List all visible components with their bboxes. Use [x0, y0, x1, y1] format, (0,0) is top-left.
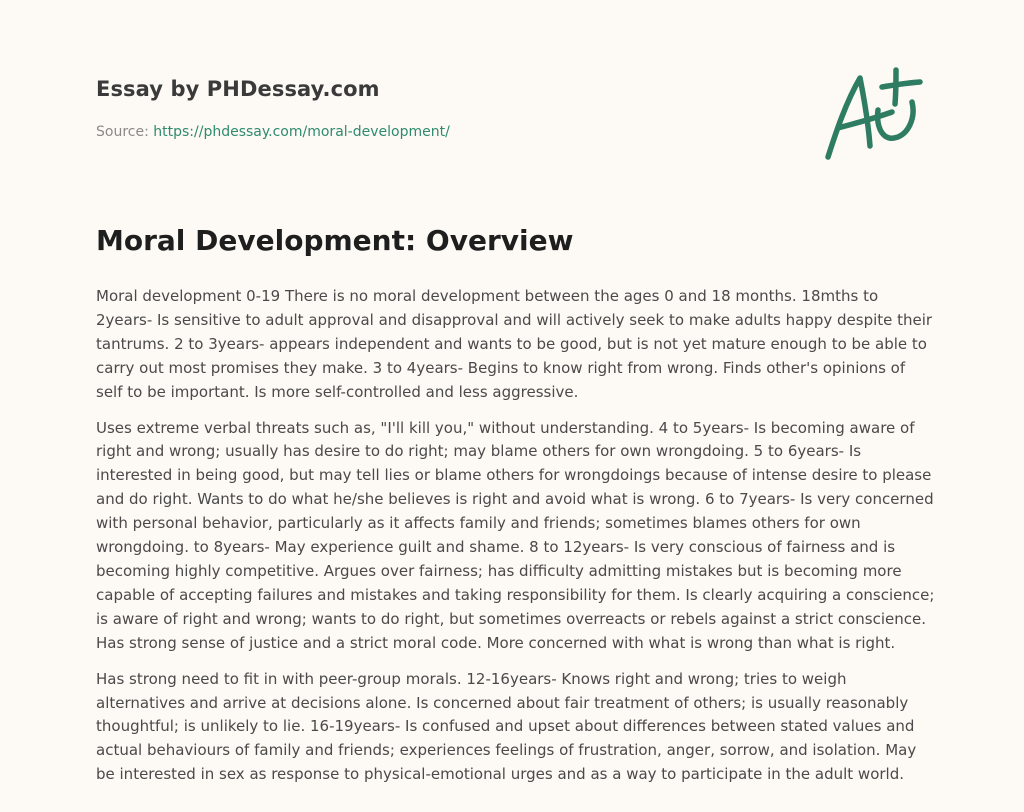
paragraph: Moral development 0-19 There is no moral development between the ages 0 and 18 months. 18mths to 2years- Is sensitive to adult approval and disapproval and will actively seek to make adults happy despite their tantrums. 2 to 3years- appears independent and wants to be good, but is not yet mature enough to be able to carry out most promises they make. 3 to 4years- Begins to know right from wrong. Finds other's opinions of self to be important. Is more self-controlled and less aggressive. [96, 287, 933, 401]
source-label: Source: [96, 124, 149, 140]
paragraph: Uses extreme verbal threats such as, "I'll kill you," without understanding. 4 to 5years- Is becoming aware of right and wrong; usually has desire to do right; may blame others for own wrongdoing. 5 to 6years- Is interested in being good, but may tell lies or blame others for wrongdoings because of intense desire to please and do right. Wants to do what he/she believes is right and avoid what is wrong. 6 to 7years- Is very concerned with personal behavior, particularly as it affects family and friends; sometimes blames others for own wrongdoing. to 8years- May experience guilt and shame. 8 to 12years- Is very conscious of fairness and is becoming highly competitive. Argues over fairness; has difficulty admitting mistakes but is becoming more capable of accepting failures and mistakes and taking responsibility for them. Is clearly acquiring a conscience; is aware of right and wrong; wants to do right, but sometimes overreacts or rebels against a strict conscience. Has strong sense of justice and a strict moral code. More concerned with what is wrong than what is right. [96, 418, 935, 652]
a-plus-grade-icon [812, 60, 932, 170]
source-line [96, 124, 450, 140]
paragraph: Has strong need to fit in with peer-group morals. 12-16years- Knows right and wrong; tries to weigh alternatives and arrive at decisions alone. Is concerned about fair treatment of others; is usually reasonably thoughtful; is unlikely to lie. 16-19years- Is confused and upset about differences between stated values and actual behaviours of family and friends; experiences feelings of frustration, anger, sorrow, and isolation. May be interested in sex as response to physical-emotional urges and as a way to participate in the adult world. [96, 669, 917, 784]
source-link[interactable]: https://phdessay.com/moral-development/ [153, 124, 450, 140]
essay-body [96, 285, 936, 799]
site-brand: Essay by PHDessay.com [96, 77, 380, 101]
essay-title: Moral Development: Overview [96, 224, 574, 257]
